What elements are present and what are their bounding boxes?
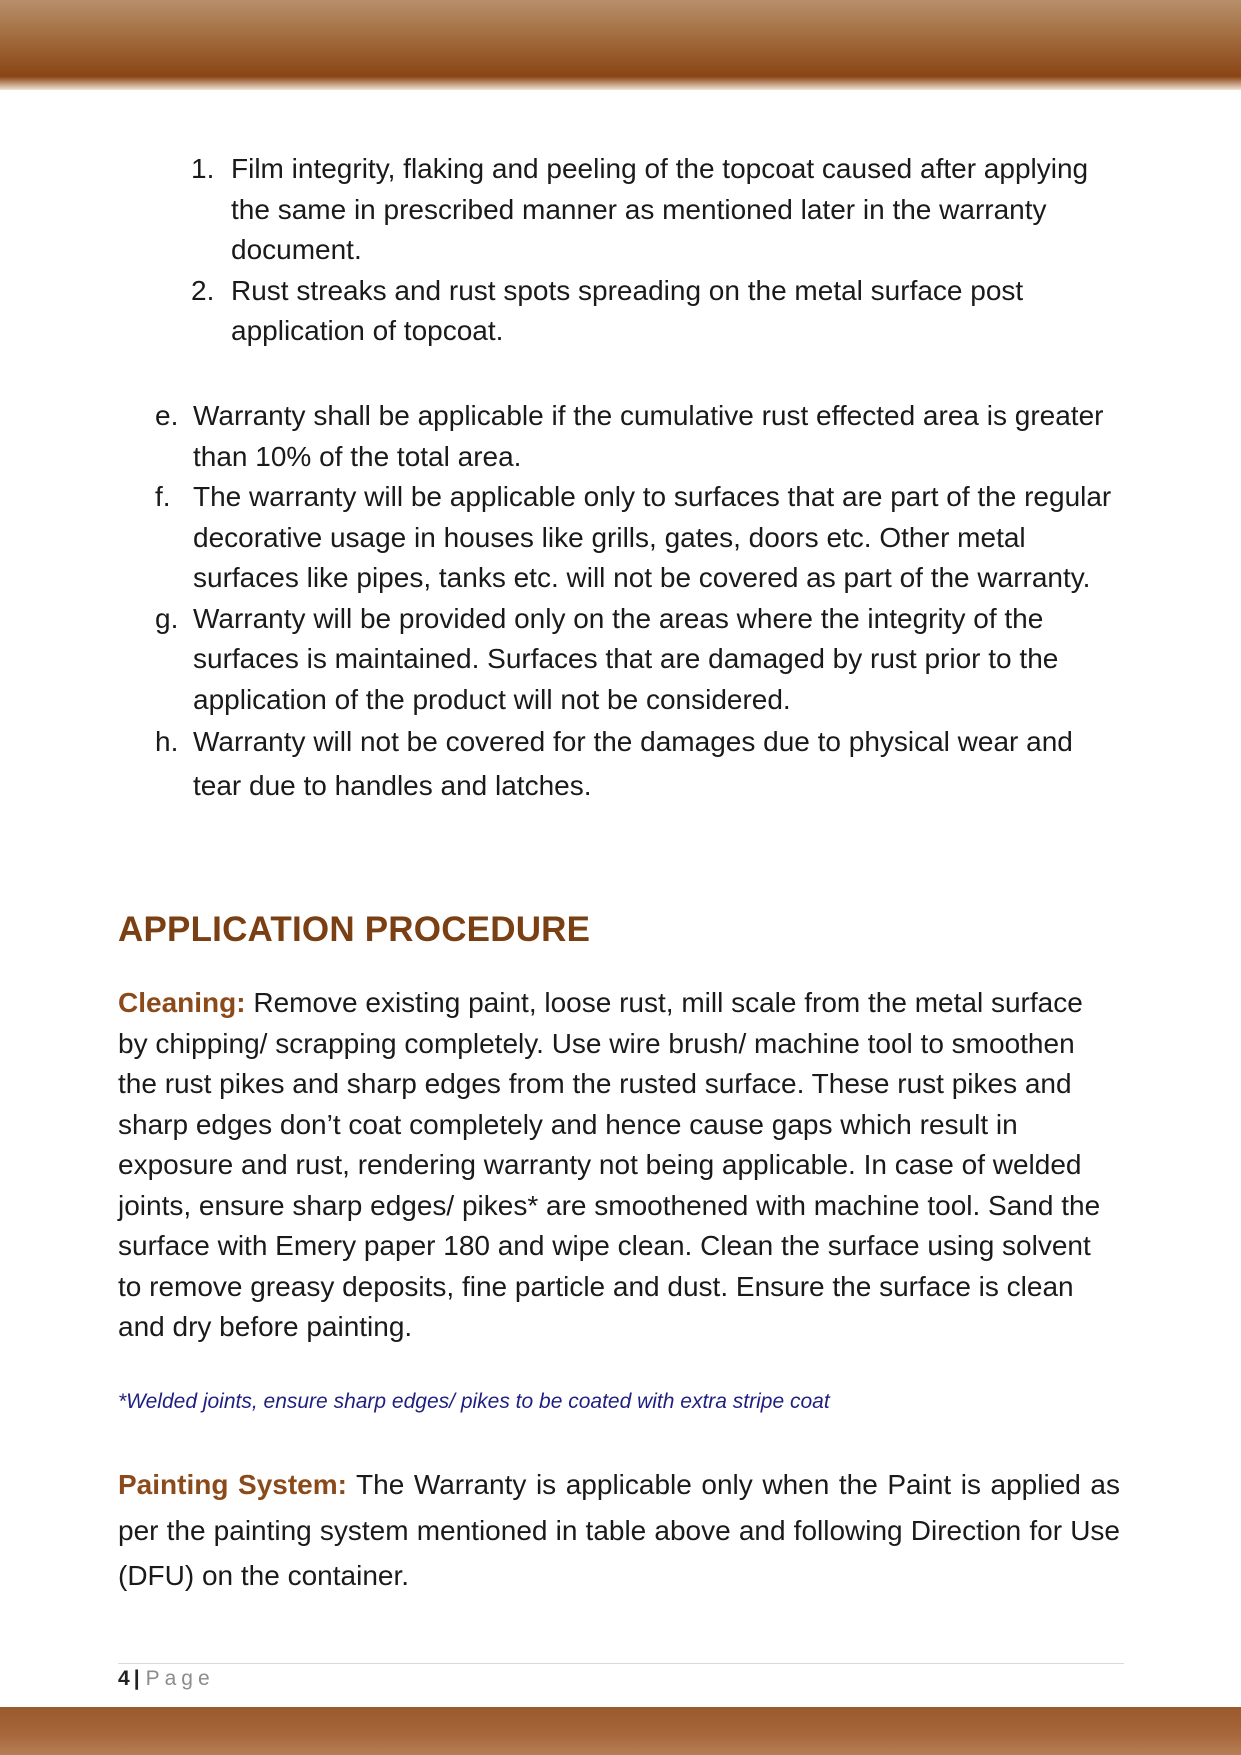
list-item [0, 599, 1123, 721]
painting-paragraph [118, 1462, 1120, 1599]
list-marker: g. [155, 602, 179, 634]
list-marker: h. [155, 726, 179, 757]
list-item [0, 271, 1101, 352]
list-item-text: The warranty will be applicable only to surfaces that are part of the regular decorative usage in houses like grills, gates, doors etc. Other metal surfaces like pipes, tanks etc. will not be covered as part of the warranty. [193, 481, 1112, 593]
list-marker: f. [155, 481, 171, 512]
list-item-text: Warranty will not be covered for the damages due to physical wear and tear due to handles and latches. [193, 726, 1073, 801]
list-item [0, 149, 1101, 271]
footer-divider [118, 1663, 1124, 1664]
page-number: 4 [118, 1667, 130, 1690]
list-item-text: Warranty shall be applicable if the cumulative rust effected area is greater than 10% of the total area. [193, 400, 1104, 472]
numbered-list [0, 149, 1241, 352]
cleaning-label: Cleaning: [118, 987, 246, 1018]
list-item-text: Warranty will be provided only on the areas where the integrity of the surfaces is maintained. Surfaces that are damaged by rust prior to the application of the product will not be considered. [193, 602, 1059, 715]
section-heading: APPLICATION PROCEDURE [118, 910, 591, 949]
list-item [0, 720, 1123, 808]
header-band [0, 0, 1241, 90]
footer-band [0, 1707, 1241, 1755]
footer-separator: | [133, 1667, 140, 1690]
list-item-text: Rust streaks and rust spots spreading on the metal surface post application of topcoat. [231, 274, 1024, 346]
list-marker: e. [155, 400, 179, 431]
list-item-text: Film integrity, flaking and peeling of the topcoat caused after applying the same in prescribed manner as mentioned later in the warranty document. [231, 153, 1089, 265]
painting-text: The Warranty is applicable only when the Paint is applied as per the painting system mentioned in table above and following Direction for Use (DFU) on the container. [118, 1469, 1120, 1591]
cleaning-paragraph [118, 983, 1120, 1348]
page-label: Page [145, 1667, 215, 1690]
cleaning-text: Remove existing paint, loose rust, mill scale from the metal surface by chipping/ scrapping completely. Use wire brush/ machine tool to smoothen the rust pikes and sharp edges from the rusted surface. These rust pikes and sharp edges don’t coat completely and hence cause gaps which result in exposure and rust, rendering warranty not being applicable. In case of welded joints, ensure sharp edges/ pikes* are smoothened with machine tool. Sand the surface with Emery paper 180 and wipe clean. Clean the surface using solvent to remove greasy deposits, fine particle and dust. Ensure the surface is clean and dry before painting. [118, 987, 1101, 1342]
list-item [0, 396, 1123, 477]
footnote: *Welded joints, ensure sharp edges/ pikes to be coated with extra stripe coat [118, 1390, 830, 1413]
list-marker: 2. [191, 274, 215, 306]
list-item [0, 477, 1123, 599]
painting-label: Painting System: [118, 1469, 347, 1500]
page-footer [118, 1667, 215, 1691]
lettered-list [0, 396, 1241, 808]
list-marker: 1. [191, 153, 215, 184]
